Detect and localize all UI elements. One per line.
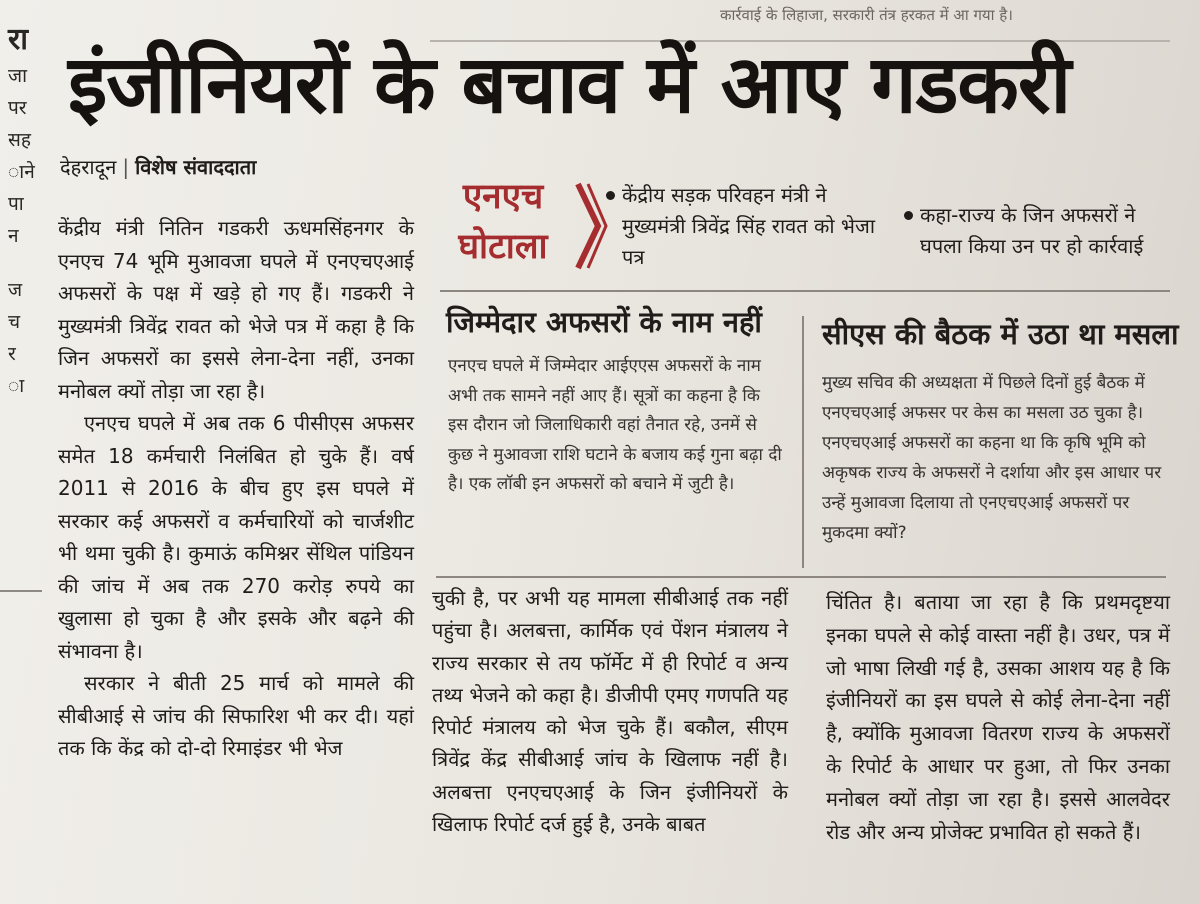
paragraph: केंद्रीय मंत्री नितिन गडकरी ऊधमसिंहनगर के एनएच 74 भूमि मुआवजा घपले में एनएचएआई अफसरों के पक्ष में खड़े हो गए हैं। गडकरी ने मुख्यमंत्री त्रिवेंद्र रावत को भेजे पत्र में कहा है कि जिन अफसरों का इससे लेना-देना नहीं, उनका मनोबल क्यों तोड़ा जा रहा है।	[58, 216, 414, 403]
box1-text: एनएच घपले में जिम्मेदार आईएएस अफसरों के नाम अभी तक सामने नहीं आए हैं। सूत्रों का कहना है कि इस दौरान जो जिलाधिकारी वहां तैनात रहे, उनमें से कुछ ने मुआवजा राशि घटाने के बजाय कई गुना बढ़ा दी है। एक लॉबी इन अफसरों को बचाने में जुटी है।	[448, 356, 782, 494]
article-middle-column: चुकी है, पर अभी यह मामला सीबीआई तक नहीं पहुंचा है। अलबत्ता, कार्मिक एवं पेंशन मंत्रालय ने राज्य सरकार से तय फॉर्मेट में ही रिपोर्ट व अन्य तथ्य भेजने को कहा है। डीजीपी एमए गणपति यह रिपोर्ट मंत्रालय को भेज चुके हैं। बकौल, सीएम त्रिवेंद्र केंद्र सीबीआई जांच के खिलाफ नहीं है। अलबत्ता एनएचएआई के जिन इंजीनियरों के खिलाफ रिपोर्ट दर्ज हुई है, उनके बाबत	[432, 586, 788, 837]
box1-heading: जिम्मेदार अफसरों के नाम नहीं	[446, 305, 762, 339]
left-fragment: रा	[8, 22, 29, 57]
byline-separator: |	[122, 155, 130, 179]
chevron-right-icon	[572, 178, 608, 274]
left-fragment: जा	[8, 65, 28, 87]
cut-off-left-column	[0, 20, 36, 540]
left-fragment: न	[8, 225, 19, 247]
article-left-column	[58, 212, 414, 765]
story-tag	[440, 172, 566, 278]
article-right-column: चिंतित है। बताया जा रहा है कि प्रथमदृष्टया इनका घपले से कोई वास्ता नहीं है। उधर, पत्र में जो भाषा लिखी गई है, उसका आशय यह है कि इंजीनियरों का इस घपले से कोई लेना-देना नहीं है, क्योंकि मुआवजा वितरण राज्य के अफसरों के रिपोर्ट के आधार पर हुआ, तो फिर उनका मनोबल क्यों तोड़ा जा रहा है। इससे आलवेदर रोड और अन्य प्रोजेक्ट प्रभावित हो सकते हैं।	[826, 590, 1170, 844]
left-divider	[0, 590, 42, 592]
byline-place: देहरादून	[60, 155, 117, 179]
paragraph: सरकार ने बीती 25 मार्च को मामले की सीबीआई से जांच की सिफारिश भी कर दी। यहां तक कि केंद्र को दो-दो रिमाइंडर भी भेज	[58, 671, 414, 760]
left-fragment: ज	[8, 279, 23, 301]
paragraph: एनएच घपले में अब तक 6 पीसीएस अफसर समेत 18 कर्मचारी निलंबित हो चुके हैं। वर्ष 2011 से 2016 के बीच हुए इस घपले में सरकार कई अफसरों व कर्मचारियों को चार्जशीट भी थमा चुकी है। कुमाऊं कमिश्नर सेंथिल पांडियन की जांच में अब तक 270 करोड़ रुपये का खुलासा हो चुका है और इसके और बढ़ने की संभावना है।	[58, 411, 414, 663]
left-fragment: ा	[8, 375, 25, 397]
box2-text: मुख्य सचिव की अध्यक्षता में पिछले दिनों हुई बैठक में एनएचएआई अफसर पर केस का मसला उठ चुका है। एनएचएआई अफसरों का कहना था कि कृषि भूमि को अकृषक राज्य के अफसरों ने दर्शाया और इस आधार पर उन्हें मुआवजा दिलाया तो एनएचएआई अफसरों पर मुकदमा क्यों?	[822, 373, 1162, 543]
previous-article-fragment: कार्रवाई के लिहाजा, सरकारी तंत्र हरकत में आ गया है।	[720, 6, 1013, 24]
byline-reporter: विशेष संवाददाता	[135, 155, 257, 179]
box-top-divider	[440, 290, 1170, 292]
left-fragment: र	[8, 343, 16, 365]
summary-bullet: कहा-राज्य के जिन अफसरों ने घपला किया उन पर हो कार्रवाई	[920, 200, 1170, 262]
summary-bullet: केंद्रीय सड़क परिवहन मंत्री ने मुख्यमंत्री त्रिवेंद्र सिंह रावत को भेजा पत्र	[622, 180, 894, 273]
left-fragment: पा	[8, 193, 24, 215]
byline	[60, 152, 420, 182]
left-fragment: ाने	[8, 161, 35, 183]
story-tag-line1: एनएच	[462, 177, 544, 217]
left-fragment: पर	[8, 97, 27, 119]
box2-heading: सीएस की बैठक में उठा था मसला	[822, 317, 1179, 351]
left-fragment: च	[8, 311, 21, 333]
headline: इंजीनियरों के बचाव में आए गडकरी	[68, 38, 1071, 131]
left-fragment: सह	[8, 129, 31, 151]
story-tag-line2: घोटाला	[458, 227, 548, 267]
box-vertical-divider	[802, 316, 804, 568]
box-bottom-divider	[436, 576, 1166, 578]
